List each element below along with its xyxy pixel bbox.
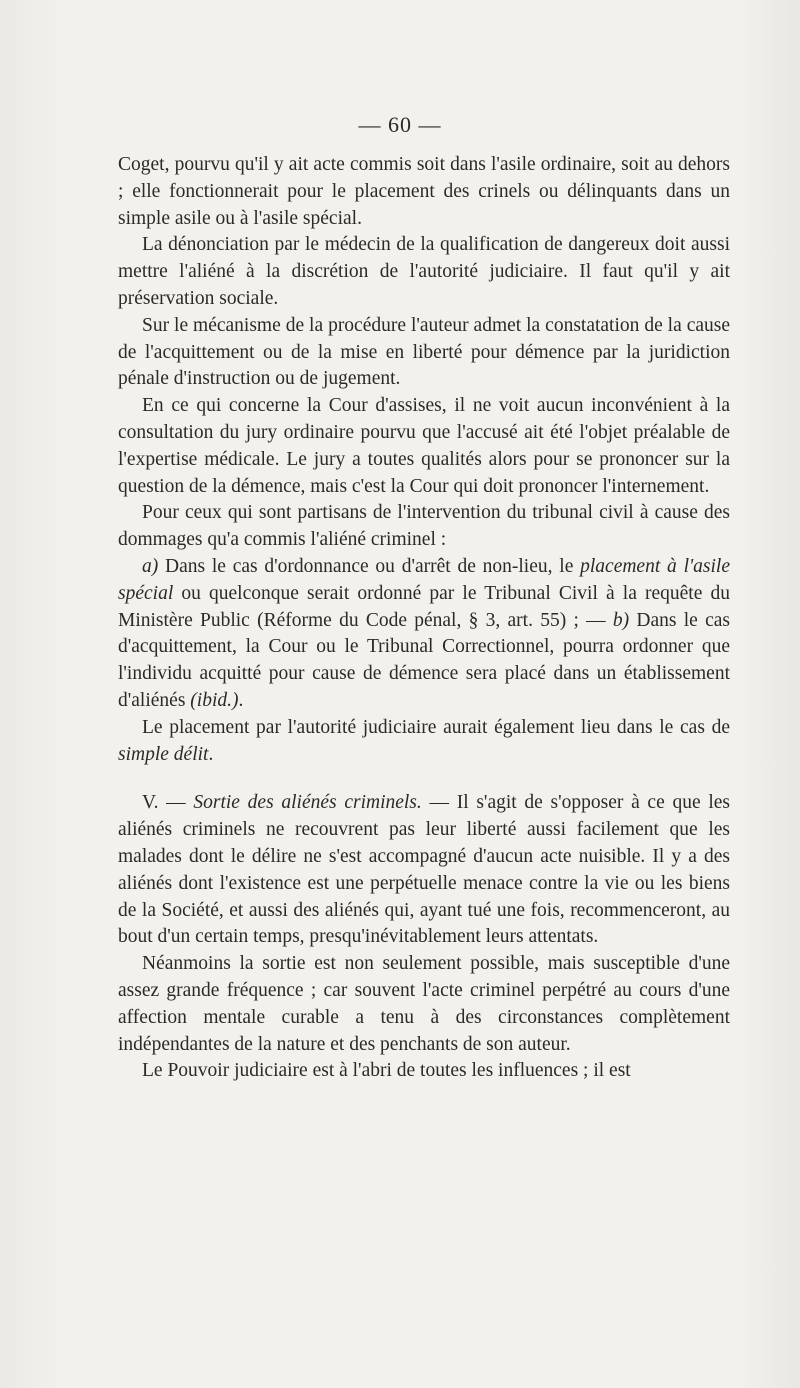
italic-phrase: simple délit bbox=[118, 743, 209, 765]
paragraph: Néanmoins la sortie est non seulement possible, mais susceptible d'une assez grande fréquence ; car souvent l'acte criminel perpétré au cours d'une affection mentale curable a tenu à des circonstances complètement indépendantes de la nature et des penchants de son auteur. bbox=[118, 953, 730, 1055]
paragraph bbox=[118, 554, 730, 715]
text-run: ou quelconque serait ordonné par le Tribunal Civil à la requête du Ministère Public (Réforme du Code pénal, § 3, art. 55) ; — bbox=[118, 582, 730, 631]
page-number: — 60 — bbox=[358, 112, 442, 137]
paragraph: Sur le mécanisme de la procédure l'auteur admet la constatation de la cause de l'acquittement ou de la mise en liberté pour démence par la juridiction pénale d'instruction ou de jugement. bbox=[118, 314, 730, 390]
italic-phrase: placement à l'asile spécial bbox=[118, 555, 730, 604]
paragraph: La dénonciation par le médecin de la qualification de dangereux doit aussi mettre l'aliéné à la discrétion de l'autorité judiciaire. Il faut qu'il y ait préservation sociale. bbox=[118, 234, 730, 309]
paragraph: Le Pouvoir judiciaire est à l'abri de toutes les influences ; il est bbox=[142, 1060, 631, 1082]
paragraph bbox=[118, 715, 730, 769]
list-label-a: a) bbox=[142, 555, 159, 577]
section-heading: Sortie des aliénés criminels. bbox=[193, 792, 422, 814]
text-run: Le placement par l'autorité judiciaire aurait également lieu dans le cas de bbox=[142, 716, 730, 738]
section-paragraph bbox=[118, 790, 730, 951]
paragraph: En ce qui concerne la Cour d'assises, il ne voit aucun inconvénient à la consultation du jury ordinaire pourvu que l'accusé ait été l'objet préalable de l'expertise médicale. Le jury a toutes qualités alors pour se prononcer sur la question de la démence, mais c'est la Cour qui doit prononcer l'internement. bbox=[118, 395, 730, 497]
text-run: . bbox=[238, 689, 244, 711]
text-run: — Il s'agit de s'opposer à ce que les aliénés criminels ne recouvrent pas leur liberté aussi facilement que les malades dont le délire ne s'est accompagné d'aucun acte nuisible. Il y a des aliénés dont l'existence est une perpétuelle menace contre la vie ou les biens de la Société, et aussi des aliénés qui, ayant tué une fois, recommenceront, au bout d'un certain temps, presqu'inévitablement leurs attentats. bbox=[118, 792, 730, 948]
text-run: Dans le cas d'ordonnance ou d'arrêt de non-lieu, le bbox=[158, 555, 581, 577]
text-run: Dans le cas d'acquittement, la Cour ou le Tribunal Correctionnel, pourra ordonner que l'individu acquitté pour cause de démence sera placé dans un établissement d'aliénés bbox=[118, 609, 730, 711]
list-label-b: b) bbox=[612, 609, 630, 631]
section-number: V. — bbox=[142, 792, 194, 814]
body-text bbox=[118, 152, 730, 1085]
ibid-reference: (ibid.) bbox=[190, 689, 239, 711]
paragraph: Coget, pourvu qu'il y ait acte commis soit dans l'asile ordinaire, soit au dehors ; elle fonctionnerait pour le placement des crinels ou délinquants dans un simple asile ou à l'asile spécial. bbox=[118, 154, 730, 229]
text-run: . bbox=[208, 743, 214, 765]
paragraph: Pour ceux qui sont partisans de l'intervention du tribunal civil à cause des dommages qu'a commis l'aliéné criminel : bbox=[118, 502, 730, 551]
